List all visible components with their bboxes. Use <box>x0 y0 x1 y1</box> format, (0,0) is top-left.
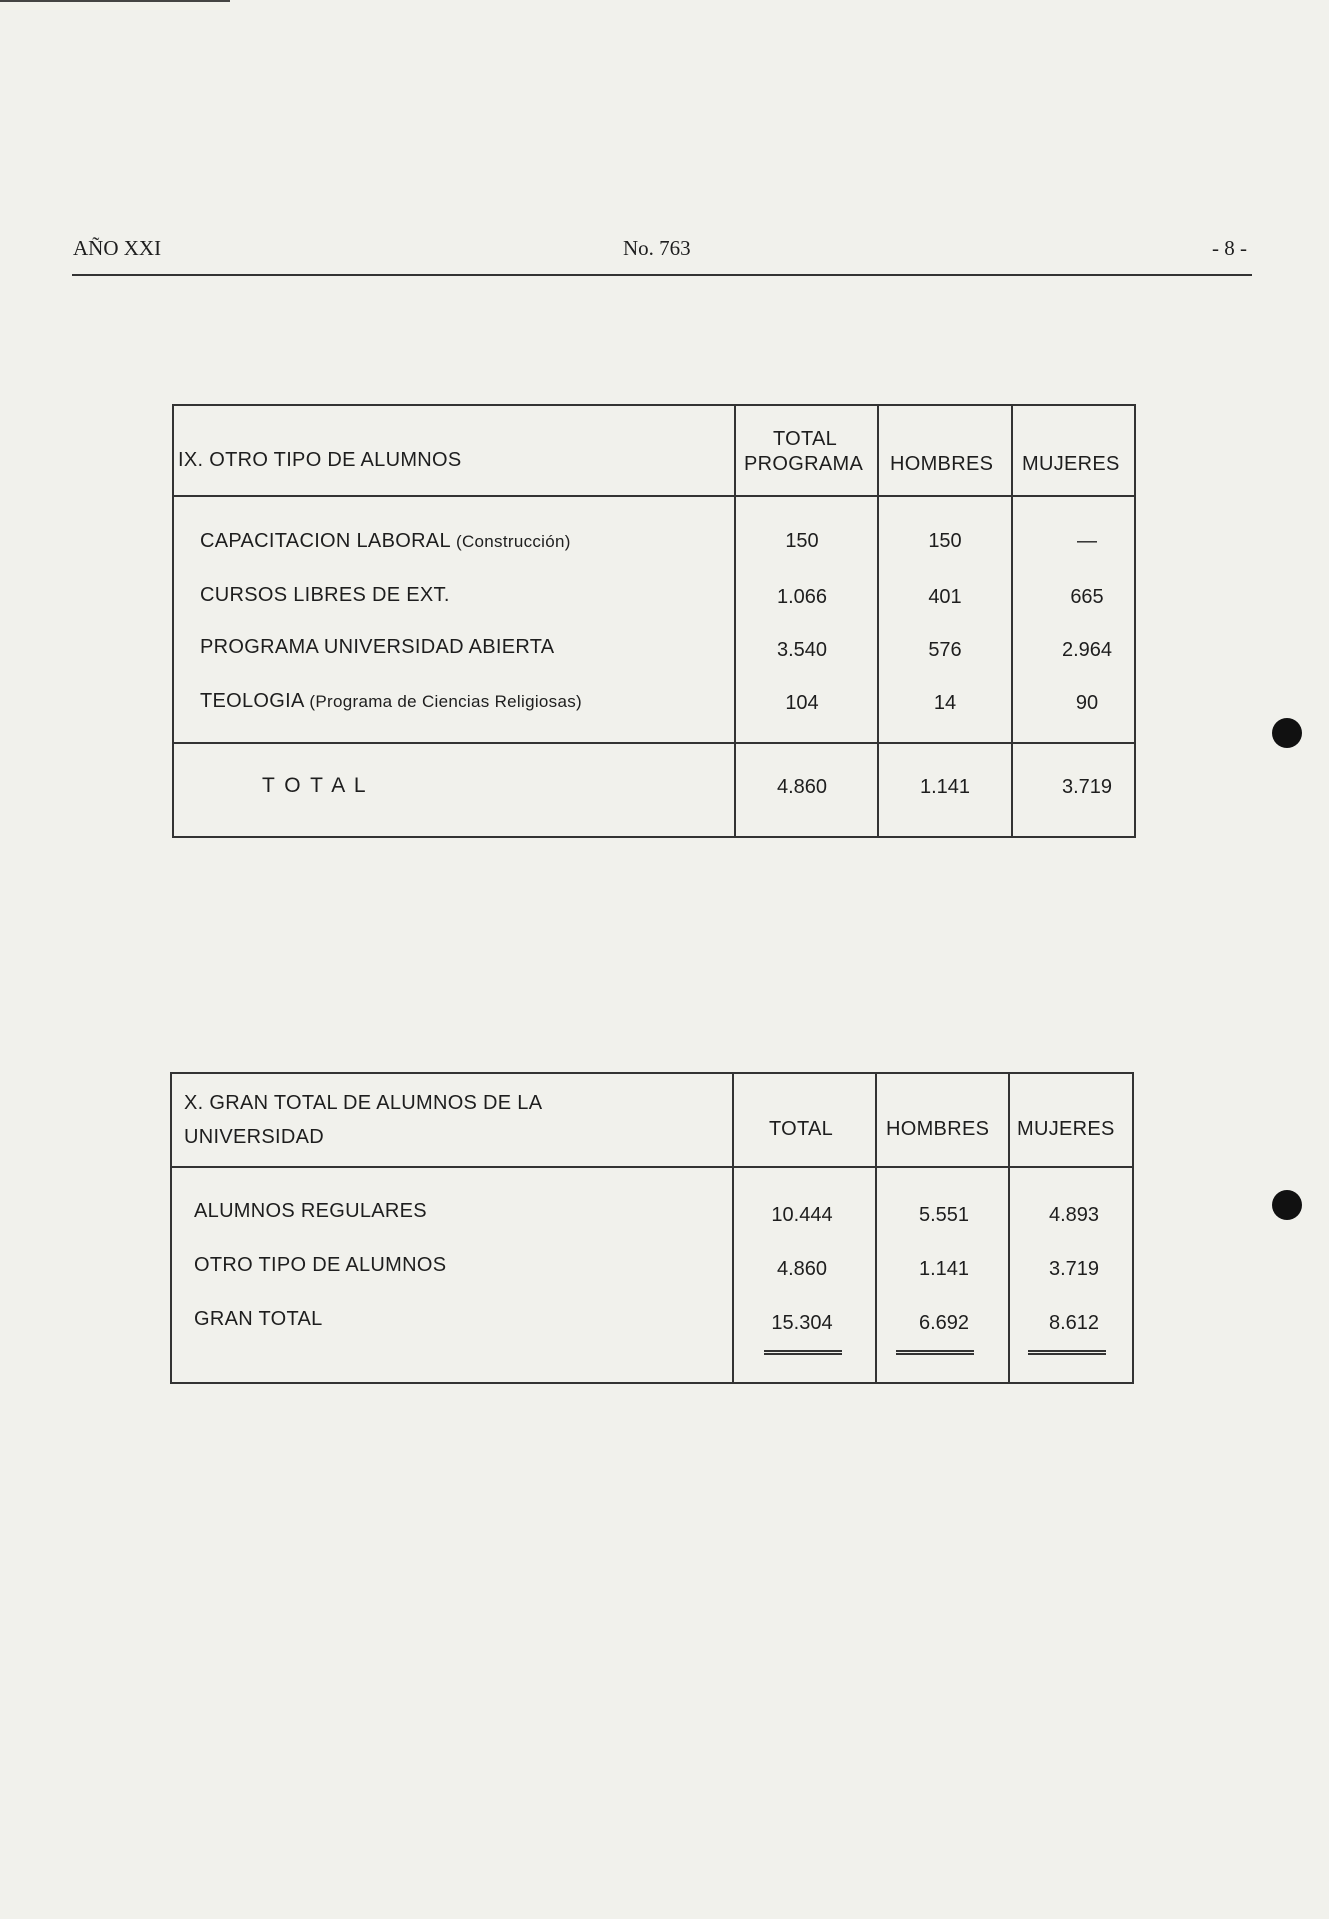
total-total: 4.860 <box>776 776 828 798</box>
cell-hombres: 150 <box>928 530 962 552</box>
cell-total: 15.304 <box>771 1312 833 1334</box>
row-label: ALUMNOS REGULARES <box>194 1200 427 1222</box>
cell-mujeres: 4.893 <box>1048 1204 1100 1226</box>
cell-total: 150 <box>785 530 819 552</box>
column-divider <box>732 1074 734 1382</box>
double-underline <box>764 1350 842 1355</box>
col-header-total-line2: PROGRAMA <box>744 453 864 475</box>
column-divider <box>877 406 879 836</box>
total-hombres: 1.141 <box>919 776 971 798</box>
total-divider <box>174 742 1134 744</box>
cell-mujeres: 90 <box>1075 692 1099 714</box>
cell-mujeres: 665 <box>1070 586 1104 608</box>
cell-mujeres: 2.964 <box>1061 639 1113 661</box>
cell-mujeres: 3.719 <box>1048 1258 1100 1280</box>
col-header-total-line1: TOTAL <box>772 428 838 450</box>
header-rule <box>72 274 1252 276</box>
row-label: TEOLOGIA <box>200 690 304 712</box>
header-divider <box>172 1166 1132 1168</box>
column-divider <box>875 1074 877 1382</box>
row-label: CURSOS LIBRES DE EXT. <box>200 584 450 606</box>
binder-hole <box>1272 1190 1302 1220</box>
table-title-line2: UNIVERSIDAD <box>184 1126 324 1148</box>
row-label: CAPACITACION LABORAL <box>200 530 451 552</box>
cell-hombres: 576 <box>928 639 962 661</box>
header-year: AÑO XXI <box>73 236 162 260</box>
header-page-number: - 8 - <box>1212 236 1247 260</box>
cell-hombres: 401 <box>928 586 962 608</box>
header-issue-number: No. 763 <box>623 236 691 260</box>
cell-hombres: 14 <box>933 692 957 714</box>
cell-mujeres: 8.612 <box>1048 1312 1100 1334</box>
cell-hombres: 1.141 <box>918 1258 970 1280</box>
cell-total: 4.860 <box>776 1258 828 1280</box>
table-title-line1: X. GRAN TOTAL DE ALUMNOS DE LA <box>184 1092 543 1114</box>
col-header-total: TOTAL <box>769 1118 834 1140</box>
cell-hombres: 6.692 <box>918 1312 970 1334</box>
double-underline <box>1028 1350 1106 1355</box>
cell-total: 10.444 <box>771 1204 833 1226</box>
cell-hombres: 5.551 <box>918 1204 970 1226</box>
table-title: IX. OTRO TIPO DE ALUMNOS <box>178 449 462 471</box>
row-label: OTRO TIPO DE ALUMNOS <box>194 1254 447 1276</box>
col-header-mujeres: MUJERES <box>1022 453 1120 475</box>
total-mujeres: 3.719 <box>1061 776 1113 798</box>
row-label: PROGRAMA UNIVERSIDAD ABIERTA <box>200 636 555 658</box>
binder-hole <box>1272 718 1302 748</box>
column-divider <box>1008 1074 1010 1382</box>
col-header-mujeres: MUJERES <box>1017 1118 1115 1140</box>
column-divider <box>1011 406 1013 836</box>
table-gran-total-alumnos <box>170 1072 1134 1384</box>
cell-total: 104 <box>785 692 819 714</box>
cell-total: 1.066 <box>776 586 828 608</box>
col-header-hombres: HOMBRES <box>886 1118 990 1140</box>
cell-mujeres: — <box>1077 530 1097 552</box>
total-label: T O T A L <box>262 774 368 797</box>
header-divider <box>174 495 1134 497</box>
col-header-hombres: HOMBRES <box>890 453 994 475</box>
top-edge-line <box>0 0 230 2</box>
double-underline <box>896 1350 974 1355</box>
row-label: GRAN TOTAL <box>194 1308 323 1330</box>
table-otro-tipo-alumnos <box>172 404 1136 838</box>
row-label-sub: (Programa de Ciencias Religiosas) <box>309 692 582 711</box>
column-divider <box>734 406 736 836</box>
row-label-sub: (Construcción) <box>456 532 571 551</box>
cell-total: 3.540 <box>776 639 828 661</box>
